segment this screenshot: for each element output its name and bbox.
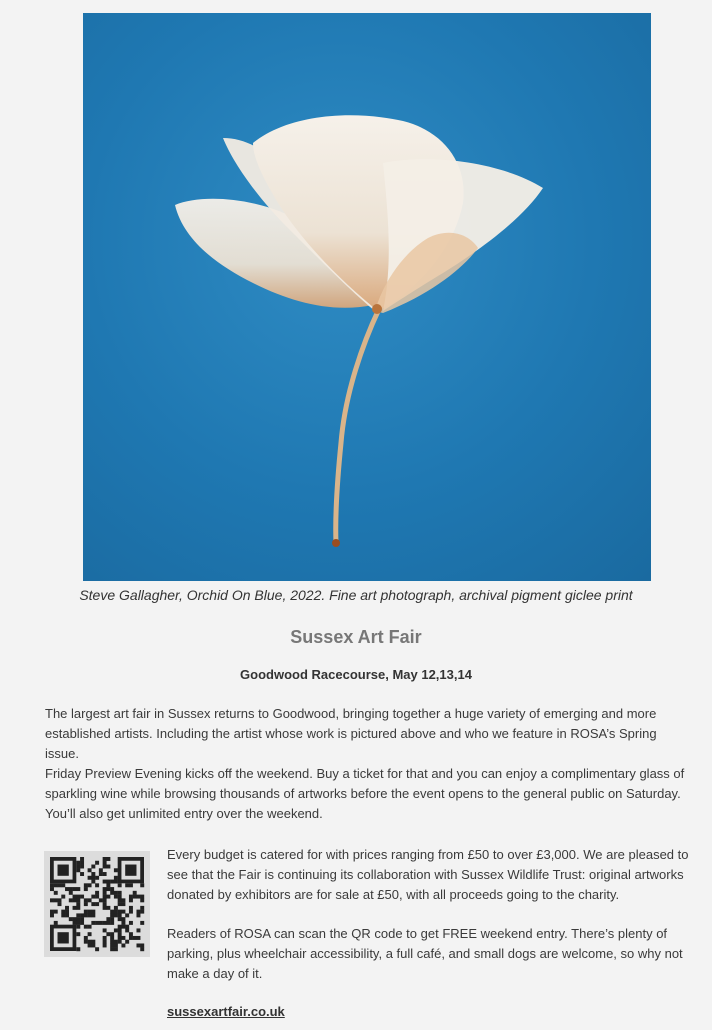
website-link[interactable]: sussexartfair.co.uk: [167, 1004, 285, 1019]
paragraph-preview-evening: Friday Preview Evening kicks off the weekend. Buy a ticket for that and you can enjoy a complimentary glass of sparkling wine while browsing thousands of artworks before the event opens to the general public on Saturday. You’ll also get unlimited entry over the weekend.: [45, 766, 685, 821]
qr-code: [44, 851, 150, 957]
paragraph-budget: Every budget is catered for with prices ranging from £50 to over £3,000. We are pleased to see that the Fair is continuing its collaboration with Sussex Wildlife Trust: original artworks donated by exhibitors are for sale at £50, with all proceeds going to the charity.: [167, 847, 689, 902]
paragraph-intro: The largest art fair in Sussex returns to Goodwood, bringing together a huge variety of emerging and more established artists. Including the artist whose work is pictured above and who we feature in ROSA’s Spring issue.: [45, 706, 657, 761]
orchid-photo: [83, 13, 651, 581]
orchid-illustration: [83, 13, 651, 581]
event-title: Sussex Art Fair: [290, 627, 422, 647]
event-venue-dates: Goodwood Racecourse, May 12,13,14: [240, 667, 472, 682]
photo-caption: Steve Gallagher, Orchid On Blue, 2022. Fine art photograph, archival pigment giclee print: [79, 587, 633, 603]
paragraph-free-entry: Readers of ROSA can scan the QR code to get FREE weekend entry. There’s plenty of parking, plus wheelchair accessibility, a full café, and small dogs are welcome, so why not make a day of it.: [167, 926, 683, 981]
qr-code-graphic: [44, 851, 150, 957]
